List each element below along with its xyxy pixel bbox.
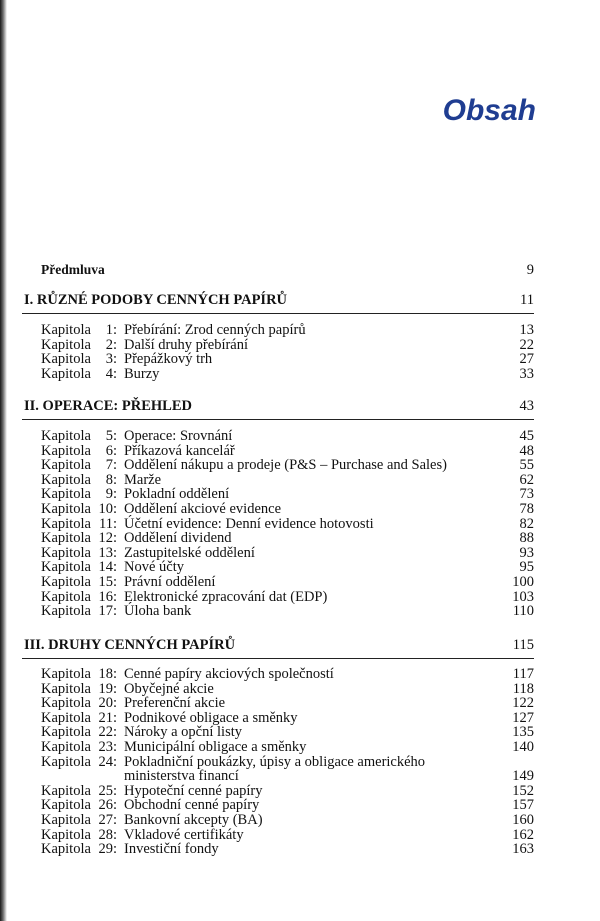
chapter-title: Investiční fondy (124, 841, 219, 857)
chapter-label (41, 841, 117, 857)
section-heading (0, 292, 600, 308)
chapter-word: Kapitola (41, 516, 91, 532)
chapter-title: Další druhy přebírání (124, 337, 249, 353)
chapter-page: 118 (512, 681, 534, 697)
chapter-word: Kapitola (41, 574, 91, 590)
chapter-label (41, 322, 117, 338)
chapter-word: Kapitola (41, 783, 91, 799)
chapter-word: Kapitola (41, 472, 91, 488)
chapter-page: 140 (512, 739, 534, 755)
chapter-row (0, 366, 600, 382)
chapter-row (0, 812, 600, 828)
chapter-page: 33 (519, 366, 534, 382)
chapter-page: 73 (519, 486, 534, 502)
chapter-title: Municipální obligace a směnky (124, 739, 307, 755)
chapter-title: Cenné papíry akciových společností (124, 666, 334, 682)
chapter-number: 28: (98, 827, 117, 843)
chapter-page: 82 (519, 516, 534, 532)
chapter-page: 27 (519, 351, 534, 367)
chapter-label (41, 457, 117, 473)
chapter-label (41, 486, 117, 502)
chapter-number: 5: (105, 428, 117, 444)
chapter-title: Zastupitelské oddělení (124, 545, 255, 561)
chapter-number: 17: (98, 603, 117, 619)
chapter-page: 22 (519, 337, 534, 353)
chapter-page: 110 (512, 603, 534, 619)
chapter-page: 122 (512, 695, 534, 711)
chapter-title: Úloha bank (124, 603, 192, 619)
chapter-label (41, 797, 117, 813)
chapter-number: 3: (105, 351, 117, 367)
chapter-label (41, 559, 117, 575)
chapter-label (41, 666, 117, 682)
chapter-word: Kapitola (41, 724, 91, 740)
chapter-number: 16: (98, 589, 117, 605)
chapter-page: 157 (512, 797, 534, 813)
chapter-number: 11: (99, 516, 117, 532)
section-heading (0, 398, 600, 414)
chapter-row (0, 486, 600, 502)
section-rule (22, 313, 534, 314)
chapter-word: Kapitola (41, 589, 91, 605)
chapter-number: 4: (105, 366, 117, 382)
chapter-title: Marže (124, 472, 162, 488)
chapter-title-continued: ministerstva financí (124, 768, 239, 784)
chapter-word: Kapitola (41, 710, 91, 726)
chapter-page: 152 (512, 783, 534, 799)
chapter-title: Vkladové certifikáty (124, 827, 244, 843)
chapter-word: Kapitola (41, 322, 91, 338)
chapter-row (0, 322, 600, 338)
chapter-title: Preferenční akcie (124, 695, 226, 711)
chapter-page: 117 (512, 666, 534, 682)
chapter-number: 26: (98, 797, 117, 813)
chapter-word: Kapitola (41, 827, 91, 843)
chapter-number: 29: (98, 841, 117, 857)
chapter-number: 18: (98, 666, 117, 682)
chapter-title: Příkazová kancelář (124, 443, 235, 459)
chapter-row (0, 559, 600, 575)
chapter-title: Oddělení akciové evidence (124, 501, 282, 517)
chapter-title: Nároky a opční listy (124, 724, 242, 740)
chapter-row (0, 695, 600, 711)
chapter-word: Kapitola (41, 695, 91, 711)
chapter-page: 48 (519, 443, 534, 459)
chapter-row (0, 351, 600, 367)
chapter-row (0, 739, 600, 755)
chapter-number: 14: (98, 559, 117, 575)
chapter-row (0, 428, 600, 444)
chapter-page: 95 (519, 559, 534, 575)
section-title: III. DRUHY CENNÝCH PAPÍRŮ (24, 637, 236, 653)
chapter-label (41, 724, 117, 740)
chapter-page: 93 (519, 545, 534, 561)
chapter-number: 13: (98, 545, 117, 561)
chapter-row (0, 841, 600, 857)
page-title: Obsah (442, 94, 536, 127)
chapter-title: Přebírání: Zrod cenných papírů (124, 322, 306, 338)
chapter-title: Obchodní cenné papíry (124, 797, 260, 813)
section-title: II. OPERACE: PŘEHLED (24, 398, 192, 414)
chapter-word: Kapitola (41, 337, 91, 353)
chapter-word: Kapitola (41, 366, 91, 382)
chapter-title: Hypoteční cenné papíry (124, 783, 263, 799)
chapter-page: 62 (519, 472, 534, 488)
chapter-label (41, 428, 117, 444)
chapter-page: 135 (512, 724, 534, 740)
chapter-word: Kapitola (41, 443, 91, 459)
chapter-label (41, 501, 117, 517)
section-rule (22, 419, 534, 420)
chapter-title: Podnikové obligace a směnky (124, 710, 298, 726)
chapter-word: Kapitola (41, 666, 91, 682)
chapter-row (0, 797, 600, 813)
chapter-title: Bankovní akcepty (BA) (124, 812, 263, 828)
chapter-word: Kapitola (41, 812, 91, 828)
chapter-title: Přepážkový trh (124, 351, 213, 367)
chapter-title: Burzy (124, 366, 160, 382)
chapter-label (41, 351, 117, 367)
section-page: 11 (520, 292, 534, 308)
chapter-row (0, 501, 600, 517)
chapter-number: 20: (98, 695, 117, 711)
chapter-title: Účetní evidence: Denní evidence hotovosti (124, 516, 374, 532)
chapter-number: 27: (98, 812, 117, 828)
chapter-number: 9: (105, 486, 117, 502)
chapter-label (41, 739, 117, 755)
chapter-title: Operace: Srovnání (124, 428, 233, 444)
chapter-word: Kapitola (41, 797, 91, 813)
chapter-number: 6: (105, 443, 117, 459)
chapter-label (41, 530, 117, 546)
chapter-page: 55 (519, 457, 534, 473)
chapter-label (41, 812, 117, 828)
section-heading (0, 637, 600, 653)
chapter-word: Kapitola (41, 457, 91, 473)
foreword-page: 9 (526, 262, 534, 278)
foreword-title: Předmluva (41, 262, 105, 277)
chapter-row (0, 574, 600, 590)
chapter-page: 78 (519, 501, 534, 517)
chapter-title: Oddělení nákupu a prodeje (P&S – Purchase and Sales) (124, 457, 447, 473)
chapter-title: Elektronické zpracování dat (EDP) (124, 589, 328, 605)
chapter-word: Kapitola (41, 545, 91, 561)
chapter-word: Kapitola (41, 351, 91, 367)
chapter-number: 25: (98, 783, 117, 799)
chapter-word: Kapitola (41, 559, 91, 575)
chapter-word: Kapitola (41, 530, 91, 546)
chapter-title: Pokladní oddělení (124, 486, 230, 502)
chapter-page: 45 (519, 428, 534, 444)
chapter-number: 24: (98, 754, 117, 770)
chapter-number: 7: (105, 457, 117, 473)
chapter-word: Kapitola (41, 681, 91, 697)
chapter-page: 163 (512, 841, 534, 857)
chapter-page: 160 (512, 812, 534, 828)
chapter-word: Kapitola (41, 428, 91, 444)
chapter-number: 21: (98, 710, 117, 726)
chapter-word: Kapitola (41, 501, 91, 517)
chapter-number: 15: (98, 574, 117, 590)
chapter-row (0, 724, 600, 740)
chapter-number: 10: (98, 501, 117, 517)
section-page: 43 (519, 398, 534, 414)
chapter-page: 13 (519, 322, 534, 338)
chapter-label (41, 366, 117, 382)
chapter-title: Obyčejné akcie (124, 681, 214, 697)
chapter-word: Kapitola (41, 486, 91, 502)
section-rule (22, 658, 534, 659)
chapter-word: Kapitola (41, 754, 91, 770)
chapter-page: 127 (512, 710, 534, 726)
chapter-number: 12: (98, 530, 117, 546)
chapter-title: Právní oddělení (124, 574, 216, 590)
chapter-page: 162 (512, 827, 534, 843)
chapter-row-continued (0, 768, 600, 784)
chapter-title: Oddělení dividend (124, 530, 232, 546)
chapter-word: Kapitola (41, 841, 91, 857)
section-title: I. RŮZNÉ PODOBY CENNÝCH PAPÍRŮ (24, 292, 288, 308)
chapter-number: 8: (105, 472, 117, 488)
chapter-page: 88 (519, 530, 534, 546)
chapter-label (41, 603, 117, 619)
chapter-title: Nové účty (124, 559, 184, 575)
chapter-row (0, 603, 600, 619)
chapter-row (0, 457, 600, 473)
chapter-number: 19: (98, 681, 117, 697)
chapter-number: 23: (98, 739, 117, 755)
chapter-title: Pokladniční poukázky, úpisy a obligace amerického (124, 754, 426, 770)
chapter-word: Kapitola (41, 739, 91, 755)
chapter-number: 22: (98, 724, 117, 740)
chapter-label (41, 574, 117, 590)
chapter-word: Kapitola (41, 603, 91, 619)
chapter-page: 103 (512, 589, 534, 605)
chapter-page: 149 (512, 768, 534, 784)
chapter-row (0, 666, 600, 682)
chapter-page: 100 (512, 574, 534, 590)
section-page: 115 (512, 637, 534, 653)
foreword-row (0, 262, 600, 278)
chapter-row (0, 530, 600, 546)
chapter-label (41, 695, 117, 711)
chapter-number: 1: (105, 322, 117, 338)
chapter-number: 2: (105, 337, 117, 353)
